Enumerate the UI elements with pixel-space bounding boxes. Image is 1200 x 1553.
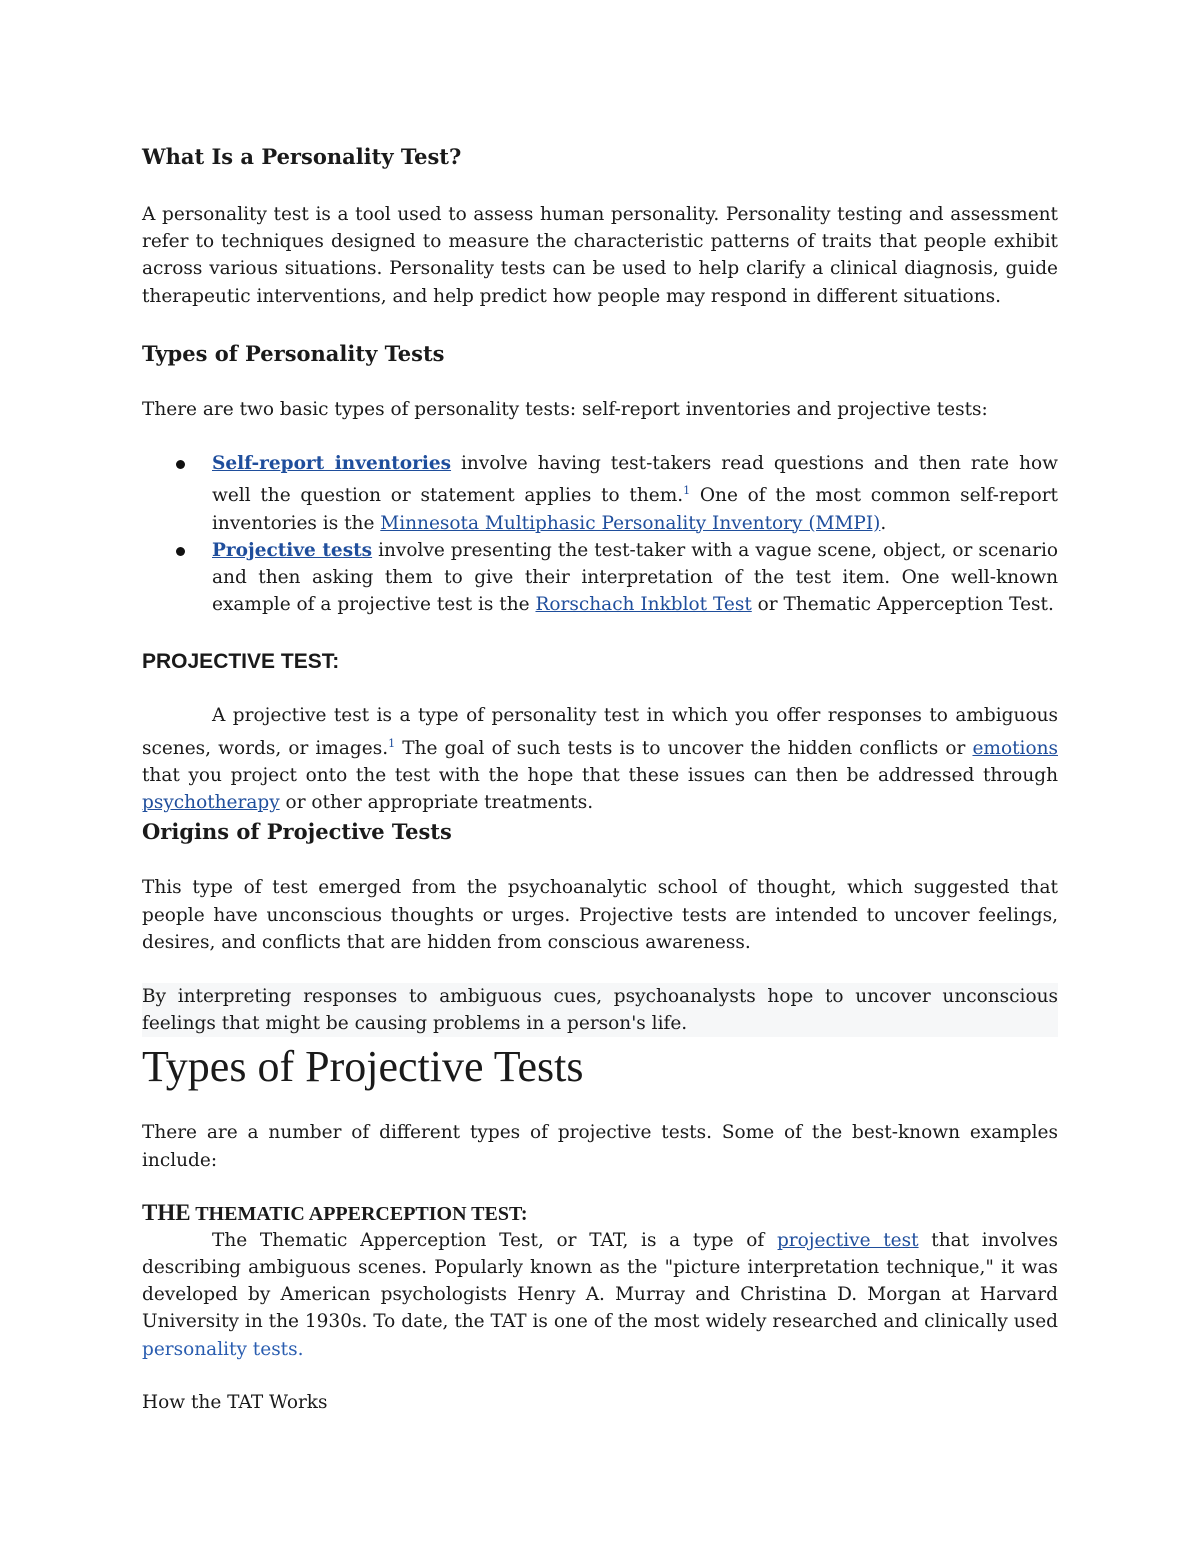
link-self-report-inventories[interactable]: Self-report inventories [212, 453, 452, 475]
bullet-icon [176, 460, 185, 469]
paragraph-text: that you project onto the test with the hope that these issues can then be addressed through [142, 764, 1058, 786]
paragraph-types-intro: There are a number of different types of projective tests. Some of the best-known examples include: [142, 1122, 1058, 1171]
heading-rest: THEMATIC APPERCEPTION TEST: [190, 1202, 528, 1225]
paragraph-projective-test-definition [142, 702, 1058, 816]
link-rorschach-inkblot-test[interactable]: Rorschach Inkblot Test [535, 594, 752, 616]
footnote-marker[interactable]: 1 [683, 484, 691, 498]
bullet-list-test-types [142, 450, 1058, 618]
heading-what-is-personality-test: What Is a Personality Test? [142, 144, 462, 169]
heading-types-of-projective-tests: Types of Projective Tests [142, 1042, 584, 1092]
bullet-icon [176, 547, 185, 556]
footnote-marker[interactable]: 1 [388, 736, 396, 750]
paragraph-text: that involves describing ambiguous scenes. Popularly known as the "picture interpretation technique," it was developed by American psychologists Henry A. Murray and Christina D. Morgan at Harvard University in the 1930s. To date, the TAT is one of the most widely researched and clinically used [142, 1229, 1058, 1333]
list-item-self-report [142, 450, 1058, 537]
heading-origins-of-projective-tests: Origins of Projective Tests [142, 819, 452, 845]
document-page [142, 140, 1058, 1416]
heading-types-of-personality-tests: Types of Personality Tests [142, 340, 445, 366]
list-item-projective [142, 537, 1058, 619]
paragraph-personality-test-definition: A personality test is a tool used to assess human personality. Personality testing and assessment refer to techniques designed to measure the characteristic patterns of traits that people exhibit across various situations. Personality tests can be used to help clarify a clinical diagnosis, guide therapeutic interventions, and help predict how people may respond in different situations. [142, 204, 1058, 307]
link-projective-tests[interactable]: Projective tests [212, 539, 373, 561]
bullet-text: One of the most common self-report inventories is the [212, 485, 1058, 534]
paragraph-tat-description [142, 1227, 1058, 1363]
paragraph-text: A projective test is a type of personality test in which you offer responses to ambiguous scenes, words, or images. [142, 705, 1058, 759]
paragraph-interpreting-responses: By interpreting responses to ambiguous cues, psychoanalysts hope to uncover unconscious feelings that might be causing problems in a person's life. [142, 983, 1058, 1037]
heading-thematic-apperception-test [142, 1200, 1058, 1227]
paragraph-two-basic-types: There are two basic types of personality tests: self-report inventories and projective tests: [142, 398, 988, 420]
paragraph-text: The Thematic Apperception Test, or TAT, is a type of [212, 1229, 777, 1251]
link-mmpi[interactable]: Minnesota Multiphasic Personality Inventory (MMPI) [380, 512, 881, 534]
bullet-text: . [880, 512, 887, 534]
link-emotions[interactable]: emotions [972, 737, 1058, 759]
heading-projective-test: PROJECTIVE TEST: [142, 650, 340, 674]
paragraph-how-tat-works: How the TAT Works [142, 1391, 328, 1413]
paragraph-origins: This type of test emerged from the psychoanalytic school of thought, which suggested that people have unconscious thoughts or urges. Projective tests are intended to uncover feelings, desires, and conflicts that are hidden from conscious awareness. [142, 877, 1058, 953]
paragraph-text: The goal of such tests is to uncover the hidden conflicts or [395, 737, 973, 759]
bullet-text: involve presenting the test-taker with a vague scene, object, or scenario and then asking them to give their interpretation of the test item. One well-known example of a projective test is the [212, 539, 1059, 616]
link-personality-tests[interactable]: personality tests. [142, 1338, 304, 1360]
bullet-text: or Thematic Apperception Test. [751, 594, 1054, 616]
link-projective-test[interactable]: projective test [776, 1229, 919, 1251]
link-psychotherapy[interactable]: psychotherapy [142, 792, 280, 814]
bullet-text: involve having test-takers read questions and then rate how well the question or statement applies to them. [212, 453, 1058, 507]
paragraph-text: or other appropriate treatments. [279, 792, 594, 814]
heading-the: THE [142, 1199, 191, 1225]
